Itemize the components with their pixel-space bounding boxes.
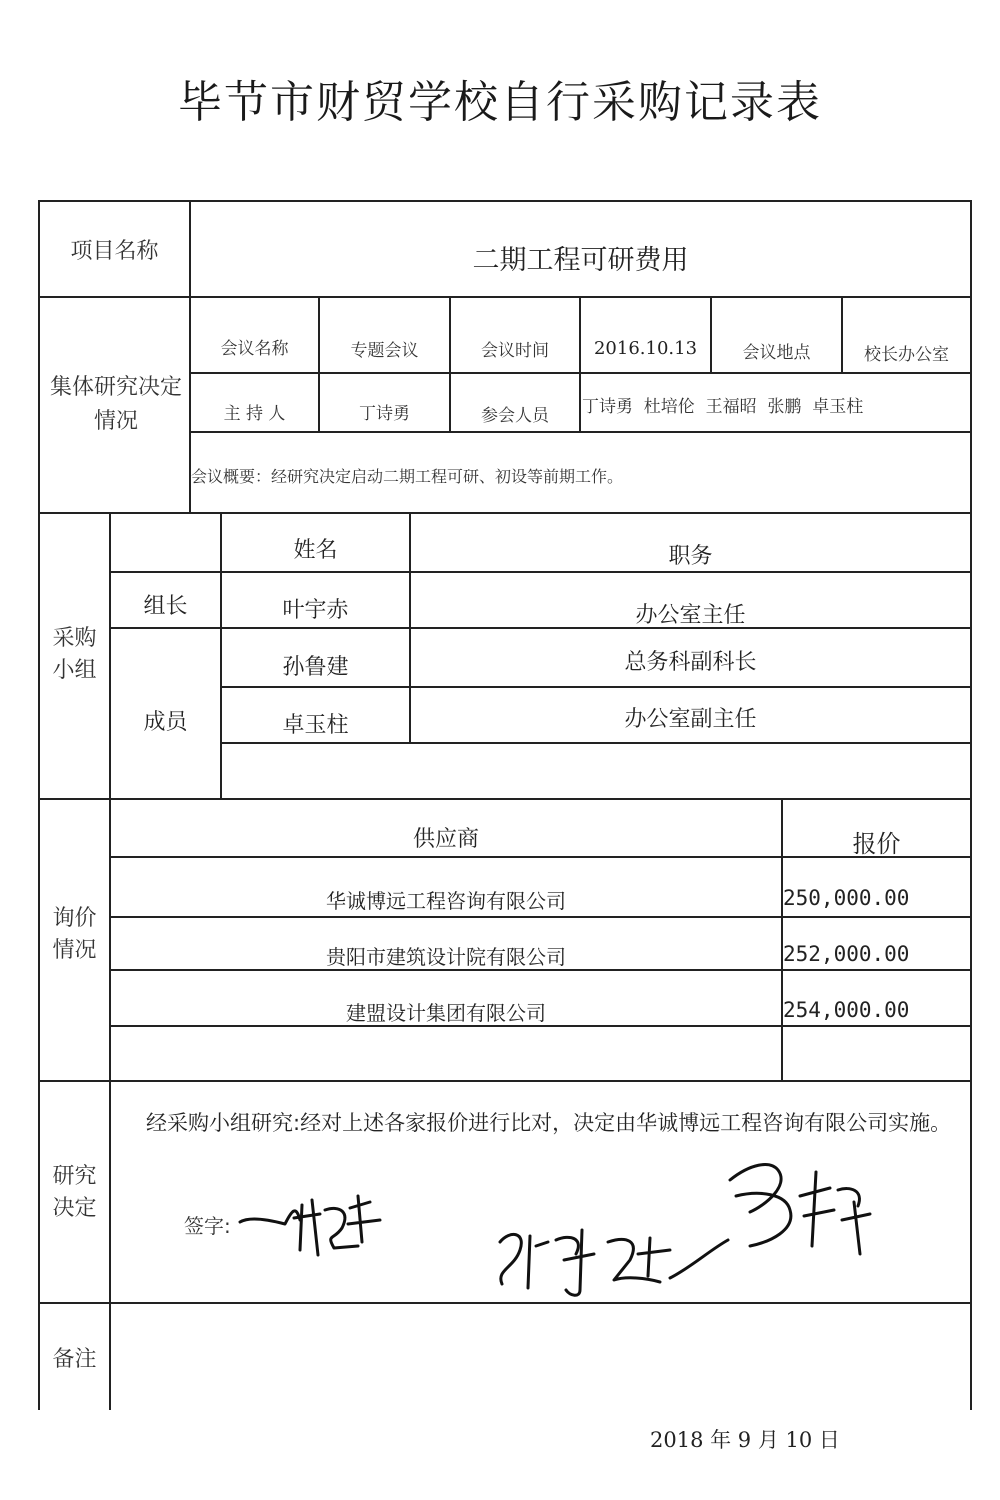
supplier-name: 贵阳市建筑设计院有限公司	[326, 944, 566, 969]
signature-member-2	[730, 1165, 870, 1254]
decision-text: 经采购小组研究:经对上述各家报价进行比对，决定由华诚博远工程咨询有限公司实施。	[146, 1111, 952, 1135]
signatures	[230, 1150, 890, 1300]
supplier-price: 254,000.00	[783, 998, 910, 1022]
group-name-header: 姓名	[293, 538, 338, 563]
signature-leader	[240, 1196, 380, 1255]
group-member-duty: 办公室副主任	[624, 706, 757, 732]
decision-section-label: 研究决定	[52, 1164, 97, 1221]
meeting-section-label: 集体研究决定情况	[49, 375, 182, 434]
remarks-label: 备注	[52, 1346, 97, 1372]
group-leader-duty: 办公室主任	[635, 602, 746, 628]
supplier-name: 建盟设计集团有限公司	[346, 1000, 546, 1025]
signature-member-1	[500, 1230, 728, 1295]
meeting-attendees-value: 丁诗勇 杜培伦 王福昭 张鹏 卓玉柱	[582, 397, 864, 417]
supplier-price: 252,000.00	[783, 942, 910, 966]
meeting-place-value: 校长办公室	[864, 344, 949, 365]
page-title: 毕节市财贸学校自行采购记录表	[178, 77, 822, 128]
meeting-host-label: 主 持 人	[223, 403, 286, 424]
group-section-label: 采购小组	[52, 626, 97, 683]
meeting-time-value: 2016.10.13	[593, 337, 698, 359]
meeting-name-value: 专题会议	[350, 340, 419, 361]
sign-label: 签字:	[184, 1214, 231, 1238]
supplier-header: 供应商	[412, 826, 479, 852]
group-member-name: 卓玉柱	[282, 712, 349, 738]
group-leader-label: 组长	[143, 593, 188, 619]
group-member-label: 成员	[143, 709, 188, 735]
meeting-host-value: 丁诗勇	[359, 403, 410, 424]
meeting-time-label: 会议时间	[481, 340, 549, 361]
project-name-value: 二期工程可研费用	[472, 244, 689, 276]
supplier-price: 250,000.00	[783, 886, 910, 910]
price-header: 报价	[852, 829, 901, 858]
meeting-name-label: 会议名称	[220, 338, 289, 359]
meeting-summary: 会议概要：经研究决定启动二期工程可研、初设等前期工作。	[191, 467, 624, 486]
project-name-label: 项目名称	[70, 238, 159, 264]
group-duty-header: 职务	[668, 544, 713, 569]
supplier-name: 华诚博远工程咨询有限公司	[326, 888, 566, 913]
inquiry-section-label: 询价情况	[52, 906, 97, 963]
group-member-duty: 总务科副科长	[624, 649, 757, 675]
meeting-attendees-label: 参会人员	[481, 405, 549, 426]
group-leader-name: 叶宇赤	[282, 597, 349, 623]
document-date: 2018 年 9 月 10 日	[650, 1428, 840, 1452]
meeting-place-label: 会议地点	[742, 342, 811, 363]
group-member-name: 孙鲁建	[282, 654, 349, 680]
